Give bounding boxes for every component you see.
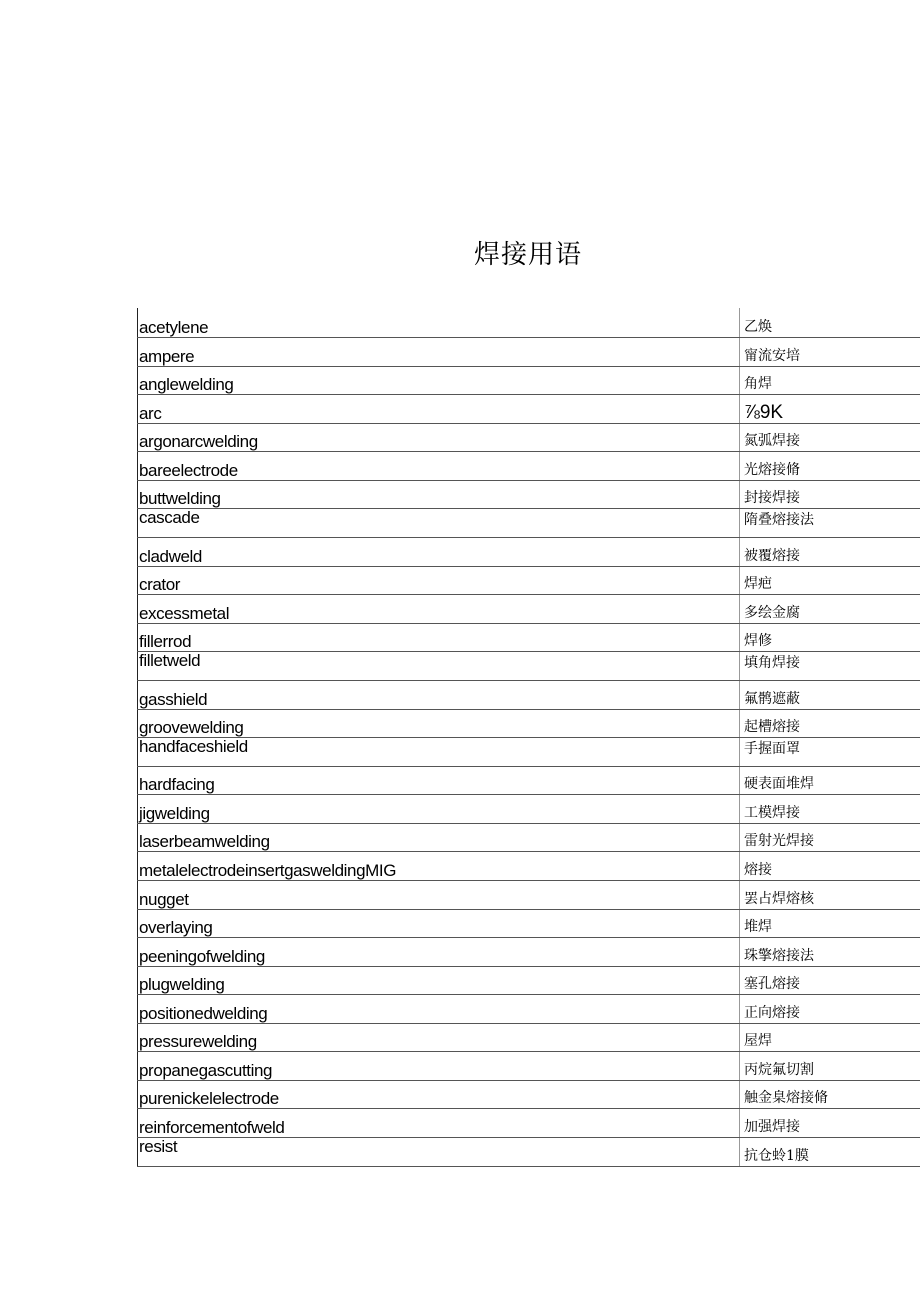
term-cell: pressurewelding [138, 1023, 740, 1051]
translation-cell: 硬表面堆焊 [740, 766, 920, 794]
table-row [138, 1080, 920, 1108]
term-cell: purenickelelectrode [138, 1080, 740, 1108]
term-cell: excessmetal [138, 594, 740, 623]
term-cell: anglewelding [138, 366, 740, 394]
table-row [138, 508, 920, 537]
table-row [138, 766, 920, 794]
translation-cell: 隋叠熔接法 [740, 508, 920, 537]
term-cell: argonarcwelding [138, 423, 740, 451]
translation-cell: 氟鹘遮蔽 [740, 680, 920, 709]
table-row [138, 737, 920, 766]
translation-cell: 氮弧焊接 [740, 423, 920, 451]
translation-cell: 被覆熔接 [740, 537, 920, 566]
term-cell: plugwelding [138, 966, 740, 994]
term-cell: laserbeamwelding [138, 823, 740, 851]
table-row [138, 1137, 920, 1166]
table-row [138, 909, 920, 937]
term-cell: nugget [138, 880, 740, 909]
term-cell: cladweld [138, 537, 740, 566]
table-row [138, 651, 920, 680]
translation-cell: 珠擎熔接法 [740, 937, 920, 966]
table-row [138, 680, 920, 709]
translation-cell: 焊疤 [740, 566, 920, 594]
term-cell: reinforcementofweld [138, 1108, 740, 1137]
table-row [138, 794, 920, 823]
term-cell: gasshield [138, 680, 740, 709]
term-cell: arc [138, 394, 740, 423]
term-cell: handfaceshield [138, 737, 740, 766]
term-cell: metalelectrodeinsertgasweldingMIG [138, 851, 740, 880]
term-cell: crator [138, 566, 740, 594]
term-cell: fillerrod [138, 623, 740, 651]
table-row [138, 823, 920, 851]
translation-cell: 角焊 [740, 366, 920, 394]
table-row [138, 966, 920, 994]
table-row [138, 937, 920, 966]
term-cell: buttwelding [138, 480, 740, 508]
translation-cell: 屋焊 [740, 1023, 920, 1051]
translation-cell: 甯流安培 [740, 337, 920, 366]
translation-cell: 封接焊接 [740, 480, 920, 508]
translation-cell: 手握面罩 [740, 737, 920, 766]
table-row [138, 480, 920, 508]
translation-cell: 正向熔接 [740, 994, 920, 1023]
term-cell: ampere [138, 337, 740, 366]
table-row [138, 423, 920, 451]
translation-cell: 多绘金腐 [740, 594, 920, 623]
table-row [138, 994, 920, 1023]
table-row [138, 308, 920, 337]
table-row [138, 1051, 920, 1080]
table-row [138, 394, 920, 423]
table-row [138, 1023, 920, 1051]
table-row [138, 1108, 920, 1137]
term-cell: bareelectrode [138, 451, 740, 480]
translation-cell: 乙焕 [740, 308, 920, 337]
table-row [138, 366, 920, 394]
table-row [138, 880, 920, 909]
term-cell: resist [138, 1137, 740, 1166]
table-row [138, 709, 920, 737]
translation-cell: 触金臬熔接脩 [740, 1080, 920, 1108]
translation-cell: ⅞9K [740, 394, 920, 423]
table-row [138, 623, 920, 651]
term-cell: hardfacing [138, 766, 740, 794]
table-row [138, 337, 920, 366]
translation-cell: 塞孔熔接 [740, 966, 920, 994]
glossary-table [137, 308, 920, 1167]
term-cell: cascade [138, 508, 740, 537]
translation-cell: 工模焊接 [740, 794, 920, 823]
table-row [138, 566, 920, 594]
table-row [138, 594, 920, 623]
term-cell: groovewelding [138, 709, 740, 737]
term-cell: peeningofwelding [138, 937, 740, 966]
translation-cell: 雷射光焊接 [740, 823, 920, 851]
page-title: 焊接用语 [473, 240, 582, 270]
translation-cell: 起槽熔接 [740, 709, 920, 737]
translation-cell: 光熔接脩 [740, 451, 920, 480]
table-row [138, 537, 920, 566]
translation-cell: 加强焊接 [740, 1108, 920, 1137]
term-cell: acetylene [138, 308, 740, 337]
term-cell: filletweld [138, 651, 740, 680]
term-cell: propanegascutting [138, 1051, 740, 1080]
term-cell: overlaying [138, 909, 740, 937]
table-row [138, 451, 920, 480]
translation-cell: 罢占焊熔核 [740, 880, 920, 909]
translation-cell: 焊修 [740, 623, 920, 651]
translation-cell: 堆焊 [740, 909, 920, 937]
term-cell: positionedwelding [138, 994, 740, 1023]
translation-cell: 填角焊接 [740, 651, 920, 680]
translation-cell: 丙烷氟切割 [740, 1051, 920, 1080]
translation-cell: 熔接 [740, 851, 920, 880]
term-cell: jigwelding [138, 794, 740, 823]
translation-cell: 抗仓蛉1膜 [740, 1137, 920, 1166]
table-row [138, 851, 920, 880]
